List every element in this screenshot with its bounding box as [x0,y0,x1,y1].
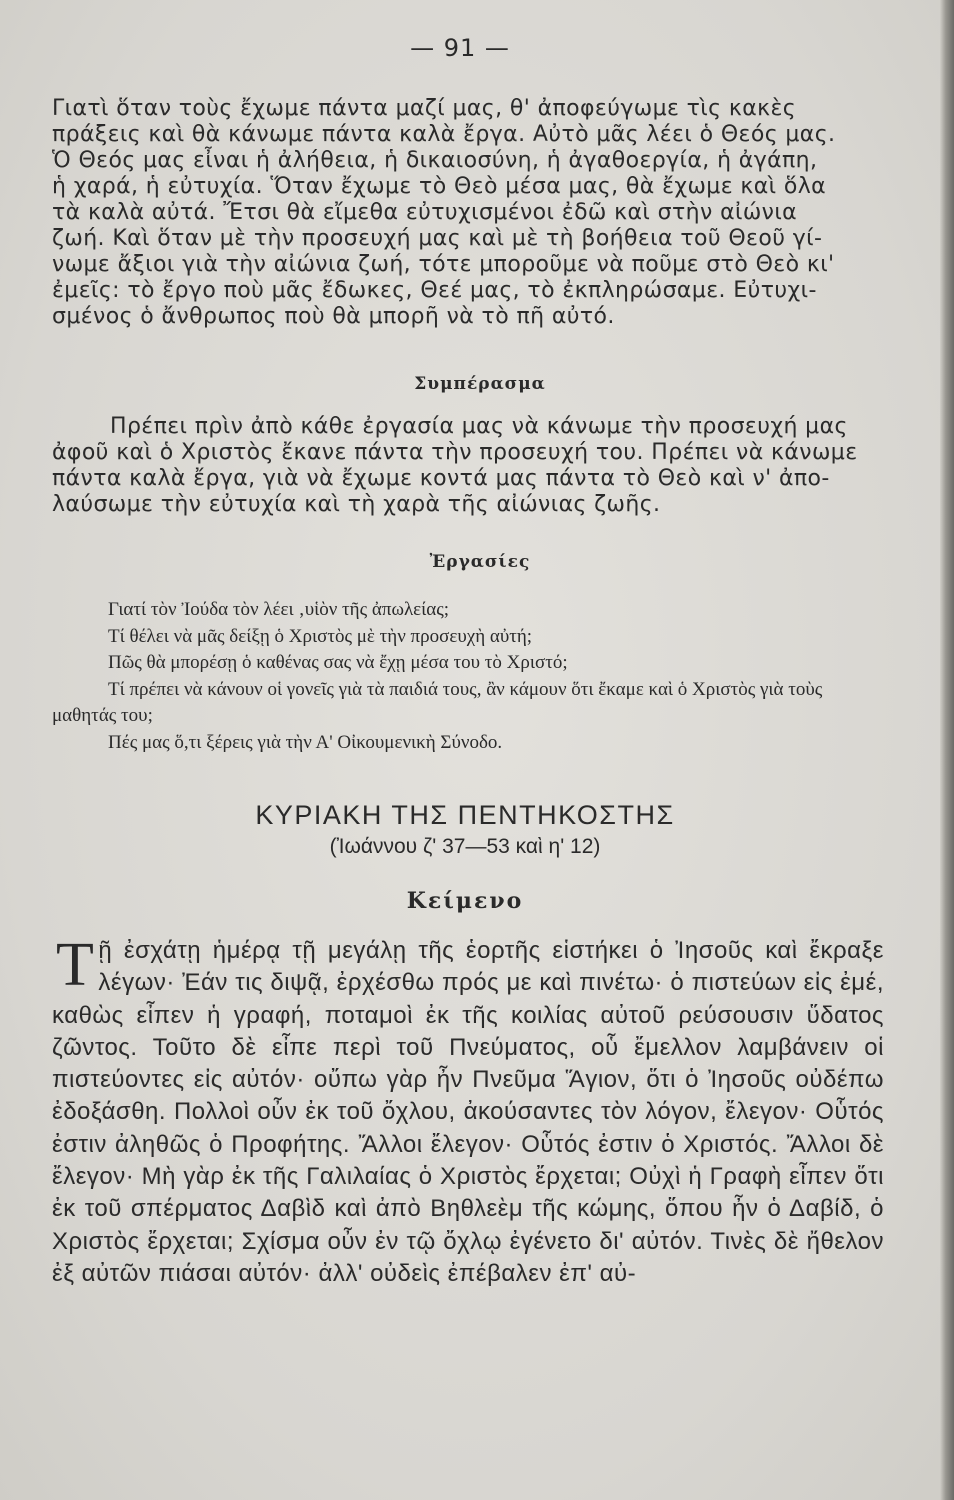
page-number: — 91 — [410,34,510,62]
exercise-question: Γιατί τὸν Ἰούδα τὸν λέει ‚υἱὸν τῆς ἀπωλείας; [108,599,450,620]
exercises-list [52,597,882,756]
text-line: λαύσωμε τὴν εὐτυχία καὶ τὴ χαρὰ τῆς αἰώνιας ζωῆς. [52,492,661,517]
lesson-title: ΚΥΡΙΑΚΗ ΤΗΣ ΠΕΝΤΗΚΟΣΤΗΣ [255,800,675,830]
paragraph-intro [52,96,882,330]
drop-cap: Τ [56,931,95,999]
text-line: ἡ χαρά, ἡ εὐτυχία. Ὅταν ἔχωμε τὸ Θεὸ μέσα μας, θὰ ἔχωμε καὶ ὅλα [52,174,827,199]
page-edge-shadow [940,0,954,1500]
text-line: πράξεις καὶ θὰ κάνωμε πάντα καλὰ ἔργα. Αὐτὸ μᾶς λέει ὁ Θεός μας. [52,122,836,147]
lesson-reference: (Ἰωάννου ζ' 37—53 καὶ η' 12) [329,835,601,858]
exercises-heading: Ἐργασίες [429,552,531,572]
text-line: ἐμεῖς: τὸ ἔργο ποὺ μᾶς ἔδωκες, Θεέ μας, τὸ ἐκπληρώσαμε. Εὐτυχι- [52,278,817,303]
exercise-question: Πῶς θὰ μπορέσῃ ὁ καθένας σας νὰ ἔχῃ μέσα του τὸ Χριστό; [108,652,568,673]
conclusion-heading: Συμπέρασμα [414,374,546,394]
text-heading: Κείμενο [406,888,524,914]
text-line: σμένος ὁ ἄνθρωπος ποὺ θὰ μπορῆ νὰ τὸ πῆ αὐτό. [52,304,615,329]
scripture-body: ῇ ἐσχάτῃ ἡμέρᾳ τῇ μεγάλῃ τῆς ἑορτῆς εἱστήκει ὁ Ἰησοῦς καὶ ἔκραξε λέγων· Ἐάν τις διψᾷ, ἐρχέσθω πρός με καὶ πινέτω· ὁ πιστεύων εἰς ἐμέ, καθὼς εἶπεν ἡ γραφή, ποταμοὶ ἐκ τῆς κοιλίας αὐτοῦ ρεύσουσιν ὕδατος ζῶντος. Τοῦτο δὲ εἶπε περὶ τοῦ Πνεύματος, οὗ ἔμελλον λαμβάνειν οἱ πιστεύοντες εἰς αὐτόν· οὔπω γὰρ ἦν Πνεῦμα Ἅγιον, ὅτι ὁ Ἰησοῦς οὐδέπω ἐδοξάσθη. Πολλοὶ οὖν ἐκ τοῦ ὄχλου, ἀκούσαντες τὸν λόγον, ἔλεγον· Οὗτός ἐστιν ἀληθῶς ὁ Προφήτης. Ἄλλοι ἔλεγον· Οὗτός ἐστιν ὁ Χριστός. Ἄλλοι δὲ ἔλεγον· Μὴ γὰρ ἐκ τῆς Γαλιλαίας ὁ Χριστὸς ἔρχεται; Οὐχὶ ἡ Γραφὴ εἶπεν ὅτι ἐκ τοῦ σπέρματος Δαβὶδ καὶ ἀπὸ Βηθλεὲμ τῆς κώμης, ὅπου ἦν ὁ Δαβίδ, ὁ Χριστὸς ἔρχεται; Σχίσμα οὖν ἐν τῷ ὄχλῳ ἐγένετο δι' αὐτόν. Τινὲς δὲ ἤθελον ἐξ αὐτῶν πιάσαι αὐτόν· ἀλλ' οὐδεὶς ἐπέβαλεν ἐπ' αὐ- [52,937,884,1287]
text-line: ἀφοῦ καὶ ὁ Χριστὸς ἔκανε πάντα τὴν προσευχή του. Πρέπει νὰ κάνωμε [52,440,858,465]
scripture-text [52,931,884,1290]
text-line: νωμε ἄξιοι γιὰ τὴν αἰώνια ζωή, τότε μποροῦμε νὰ ποῦμε στὸ Θεὸ κι' [52,252,835,277]
exercise-question: Πές μας ὅ,τι ξέρεις γιὰ τὴν Α' Οἰκουμενικὴ Σύνοδο. [108,731,503,753]
exercise-question: Τί θέλει νὰ μᾶς δείξῃ ὁ Χριστὸς μὲ τὴν προσευχὴ αὐτή; [108,625,533,647]
text-line: πάντα καλὰ ἔργα, γιὰ νὰ ἔχωμε κοντά μας πάντα τὸ Θεὸ καὶ ν' ἀπο- [52,466,830,491]
text-line: Ὁ Θεός μας εἶναι ἡ ἀλήθεια, ἡ δικαιοσύνη, ἡ ἀγαθοεργία, ἡ ἀγάπη, [52,148,818,173]
text-line: Πρέπει πρὶν ἀπὸ κάθε ἐργασία μας νὰ κάνωμε τὴν προσευχή μας [110,414,848,439]
text-line: Γιατὶ ὅταν τοὺς ἔχωμε πάντα μαζί μας, θ' ἀποφεύγωμε τὶς κακὲς [52,96,797,121]
exercise-question: Τί πρέπει νὰ κάνουν οἱ γονεῖς γιὰ τὰ παιδιά τους, ἂν κάμουν ὅτι ἔκαμε καὶ ὁ Χριστὸς γιὰ τοὺς μαθητάς του; [52,678,823,726]
paragraph-conclusion [52,414,882,518]
text-line: τὰ καλὰ αὐτά. Ἔτσι θὰ εἴμεθα εὐτυχισμένοι ἐδῶ καὶ στὴν αἰώνια [52,200,798,225]
text-line: ζωή. Καὶ ὅταν μὲ τὴν προσευχή μας καὶ μὲ τὴ βοήθεια τοῦ Θεοῦ γί- [52,226,823,251]
